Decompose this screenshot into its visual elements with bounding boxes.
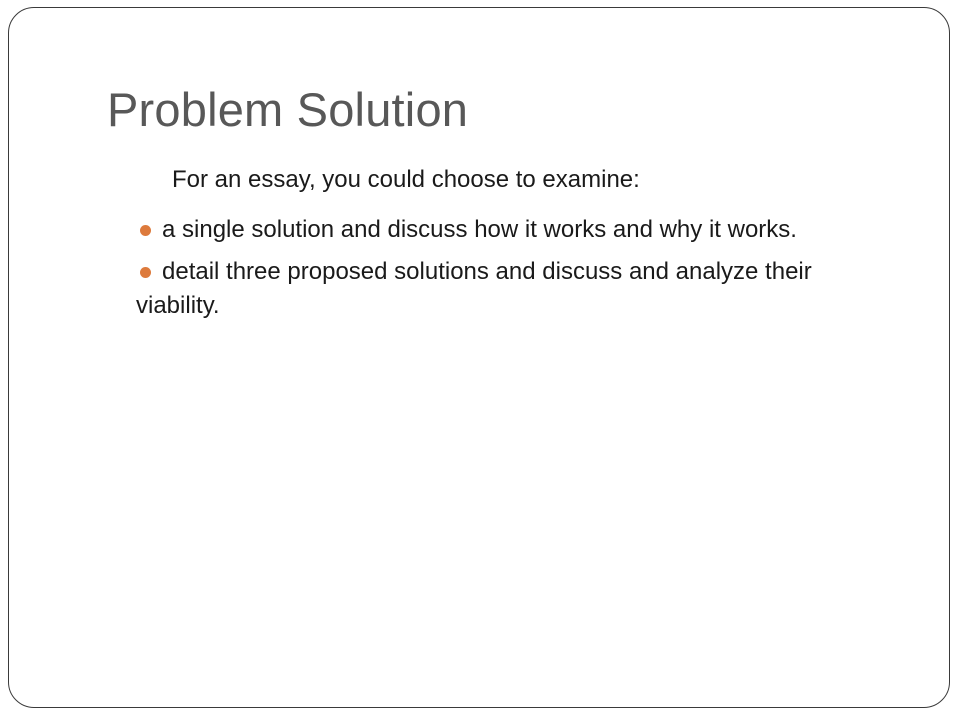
bullet-dot-icon — [140, 267, 151, 278]
bullet-item — [136, 213, 856, 247]
bullet-item — [136, 255, 856, 323]
intro-text: For an essay, you could choose to examine: — [172, 166, 640, 193]
bullet-dot-icon — [140, 225, 151, 236]
bullet-text: a single solution and discuss how it works and why it works. — [162, 216, 797, 243]
bullet-list — [136, 213, 856, 331]
bullet-text: detail three proposed solutions and discuss and analyze their viability. — [136, 258, 812, 319]
slide-title: Problem Solution — [107, 83, 469, 136]
